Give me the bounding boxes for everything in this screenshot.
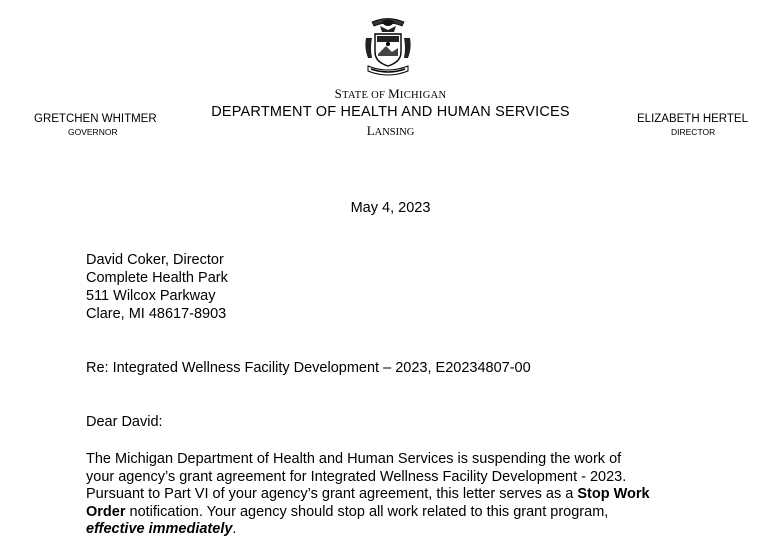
recipient-line: 511 Wilcox Parkway	[86, 288, 216, 304]
recipient-line: David Coker, Director	[86, 252, 224, 268]
salutation: Dear David:	[86, 414, 163, 430]
director-title: DIRECTOR	[671, 127, 716, 137]
letter-date: May 4, 2023	[350, 200, 431, 216]
body-line: Order notification. Your agency should stop all work related to this grant program,	[86, 503, 609, 520]
state-seal-logo	[358, 14, 418, 80]
body-line: Pursuant to Part VI of your agency’s grant agreement, this letter serves as a Stop Work	[86, 486, 650, 503]
stop-work-bold: Stop Work	[577, 486, 650, 503]
body-line: your agency’s grant agreement for Integrated Wellness Facility Development - 2023.	[86, 468, 627, 485]
governor-name: GRETCHEN WHITMER	[34, 113, 157, 125]
director-name: ELIZABETH HERTEL	[637, 113, 748, 125]
governor-title: GOVERNOR	[68, 127, 118, 137]
effective-immediately: effective immediately	[86, 521, 233, 538]
body-line: The Michigan Department of Health and Human Services is suspending the work of	[86, 451, 622, 467]
body-paragraph	[86, 451, 650, 539]
body-line: effective immediately.	[86, 521, 237, 538]
order-bold: Order	[86, 503, 126, 520]
recipient-address	[86, 251, 228, 323]
recipient-line: Complete Health Park	[86, 270, 228, 286]
city-lansing: LANSING	[366, 123, 415, 138]
recipient-line: Clare, MI 48617-8903	[86, 306, 227, 322]
department-name: DEPARTMENT OF HEALTH AND HUMAN SERVICES	[211, 104, 570, 120]
re-line: Re: Integrated Wellness Facility Development – 2023, E20234807-00	[86, 360, 531, 376]
state-of-michigan-heading: STATE OF MICHIGAN	[334, 86, 447, 101]
